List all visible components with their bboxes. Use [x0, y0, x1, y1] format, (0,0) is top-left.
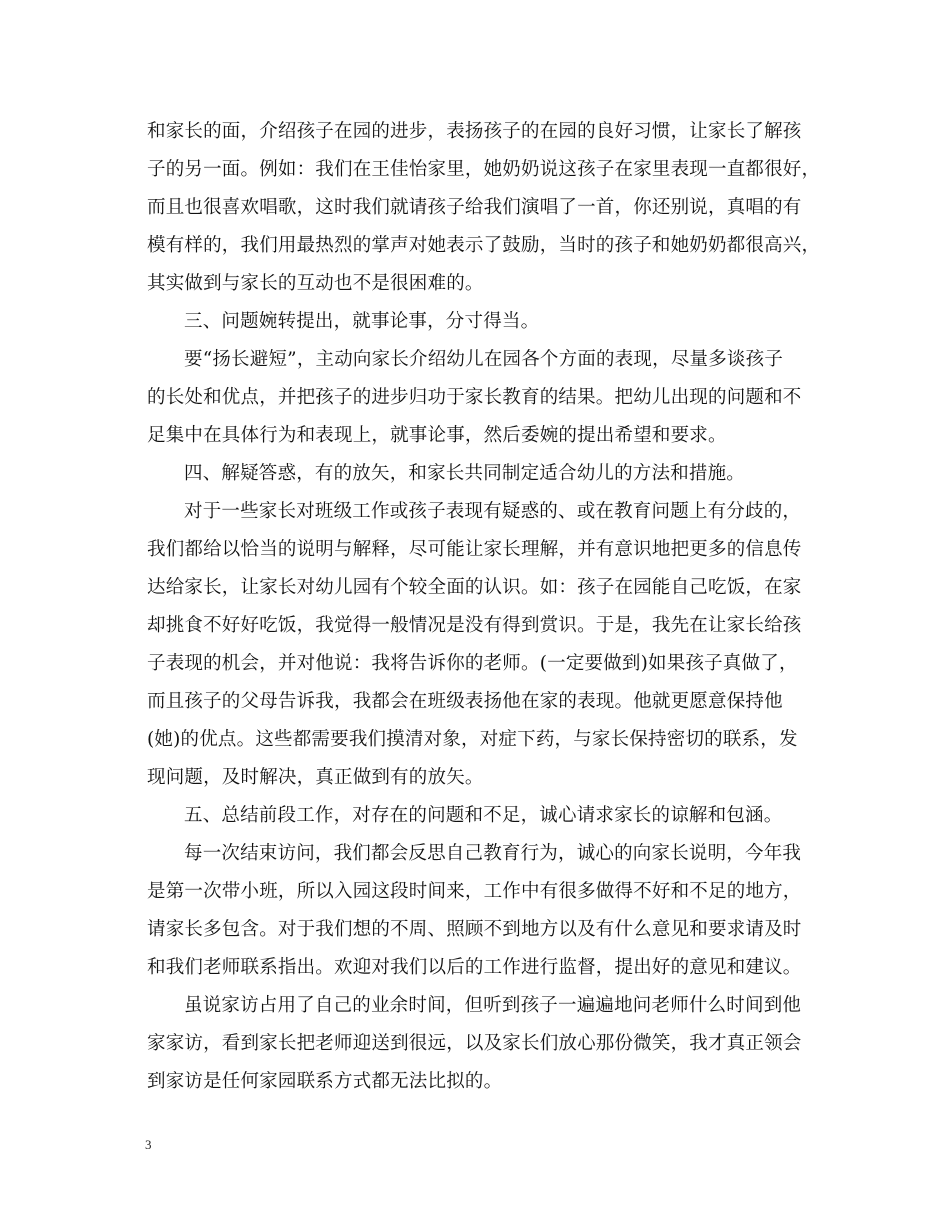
text-line: 对于一些家长对班级工作或孩子表现有疑惑的、或在教育问题上有分歧的，	[184, 501, 802, 522]
body-text	[147, 113, 821, 1101]
text-line: 却挑食不好好吃饭，我觉得一般情况是没有得到赏识。于是，我先在让家长给孩	[147, 615, 802, 636]
text-line: 家家访，看到家长把老师迎送到很远，以及家长们放心那份微笑，我才真正领会	[147, 1033, 802, 1054]
text-line: 四、解疑答惑，有的放矢，和家长共同制定适合幼儿的方法和措施。	[184, 463, 746, 484]
text-line: 每一次结束访问，我们都会反思自己教育行为，诚心的向家长说明，今年我	[184, 843, 802, 864]
text-line: 到家访是任何家园联系方式都无法比拟的。	[147, 1071, 503, 1092]
text-line: (她)的优点。这些都需要我们摸清对象，对症下药，与家长保持密切的联系，发	[147, 729, 798, 750]
text-line: 子的另一面。例如：我们在王佳怡家里，她奶奶说这孩子在家里表现一直都很好，	[147, 159, 821, 180]
text-line: 和家长的面，介绍孩子在园的进步，表扬孩子的在园的良好习惯，让家长了解孩	[147, 121, 802, 142]
text-line: 足集中在具体行为和表现上，就事论事，然后委婉的提出希望和要求。	[147, 425, 727, 446]
text-line: 虽说家访占用了自己的业余时间，但听到孩子一遍遍地问老师什么时间到他	[184, 995, 802, 1016]
text-line: 达给家长，让家长对幼儿园有个较全面的认识。如：孩子在园能自己吃饭，在家	[147, 577, 802, 598]
text-line: 要“扬长避短”，主动向家长介绍幼儿在园各个方面的表现，尽量多谈孩子	[184, 349, 784, 370]
text-line: 是第一次带小班，所以入园这段时间来，工作中有很多做得不好和不足的地方，	[147, 881, 802, 902]
text-line: 子表现的机会，并对他说：我将告诉你的老师。(一定要做到)如果孩子真做了，	[147, 653, 798, 674]
text-line: 现问题，及时解决，真正做到有的放矢。	[147, 767, 484, 788]
text-line: 我们都给以恰当的说明与解释，尽可能让家长理解，并有意识地把更多的信息传	[147, 539, 802, 560]
text-line: 而且孩子的父母告诉我，我都会在班级表扬他在家的表现。他就更愿意保持他	[147, 691, 783, 712]
text-line: 的长处和优点，并把孩子的进步归功于家长教育的结果。把幼儿出现的问题和不	[147, 387, 802, 408]
text-line: 模有样的，我们用最热烈的掌声对她表示了鼓励，当时的孩子和她奶奶都很高兴，	[147, 235, 821, 256]
text-line: 五、总结前段工作，对存在的问题和不足，诚心请求家长的谅解和包涵。	[184, 805, 783, 826]
text-line: 而且也很喜欢唱歌，这时我们就请孩子给我们演唱了一首，你还别说，真唱的有	[147, 197, 802, 218]
text-line: 请家长多包含。对于我们想的不周、照顾不到地方以及有什么意见和要求请及时	[147, 919, 802, 940]
text-line: 三、问题婉转提出，就事论事，分寸得当。	[184, 311, 540, 332]
page-number: 3	[145, 1137, 152, 1152]
text-line: 和我们老师联系指出。欢迎对我们以后的工作进行监督，提出好的意见和建议。	[147, 957, 802, 978]
text-line: 其实做到与家长的互动也不是很困难的。	[147, 273, 484, 294]
